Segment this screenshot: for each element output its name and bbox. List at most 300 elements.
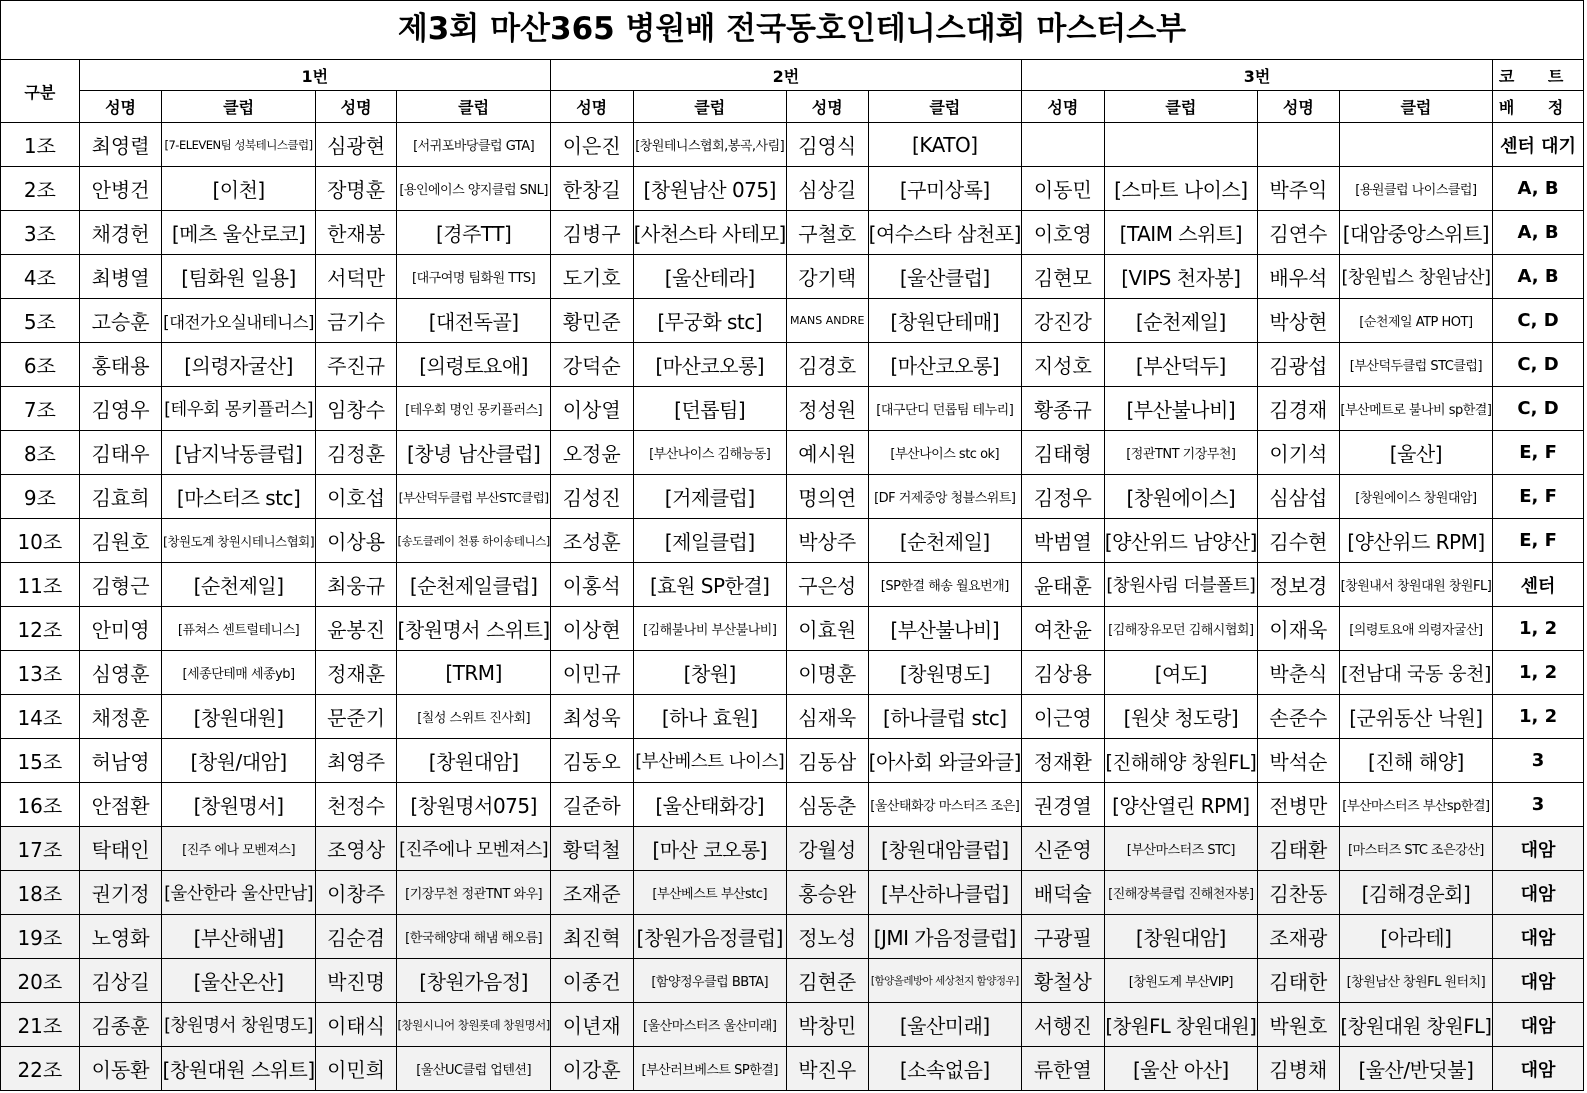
group-number: 8조 <box>1 431 80 475</box>
player-name: 김태형 <box>1021 431 1104 475</box>
player-name: 심삼섭 <box>1258 475 1340 519</box>
player-name: 최병열 <box>79 255 162 299</box>
player-name: 이상현 <box>550 607 633 651</box>
player-club: [순천제일] <box>868 519 1021 563</box>
player-name: 손준수 <box>1258 695 1340 739</box>
player-name: 김정우 <box>1021 475 1104 519</box>
player-club: [울산클럽] <box>868 255 1021 299</box>
player-club: [진주 에나 모벤져스] <box>162 827 315 871</box>
player-name: 정성원 <box>786 387 868 431</box>
player-club: [함양정우클럽 BBTA] <box>633 959 786 1003</box>
player-name: 배덕술 <box>1021 871 1104 915</box>
court-assignment: 대암 <box>1493 1047 1584 1091</box>
player-name: 이종건 <box>550 959 633 1003</box>
player-name: 김종훈 <box>79 1003 162 1047</box>
player-club: [하나클럽 stc] <box>868 695 1021 739</box>
table-row <box>1 211 1584 255</box>
player-name: 김형근 <box>79 563 162 607</box>
player-name: 장명훈 <box>315 167 397 211</box>
player-name: 박창민 <box>786 1003 868 1047</box>
player-name: 채경헌 <box>79 211 162 255</box>
player-name: 김병구 <box>550 211 633 255</box>
table-row <box>1 783 1584 827</box>
header-row-groups <box>1 60 1584 91</box>
court-assignment: 대암 <box>1493 959 1584 1003</box>
group-number: 5조 <box>1 299 80 343</box>
player-name: 박원호 <box>1258 1003 1340 1047</box>
player-name: 박범열 <box>1021 519 1104 563</box>
player-name: 서행진 <box>1021 1003 1104 1047</box>
player-name: 심광현 <box>315 123 397 167</box>
court-assignment: 1, 2 <box>1493 651 1584 695</box>
player-name: 이년재 <box>550 1003 633 1047</box>
player-name: 최진혁 <box>550 915 633 959</box>
player-name: 이호영 <box>1021 211 1104 255</box>
court-assignment: A, B <box>1493 211 1584 255</box>
player-name: 박주익 <box>1258 167 1340 211</box>
player-club: [창원대원 스위트] <box>162 1047 315 1091</box>
court-assignment: 대암 <box>1493 871 1584 915</box>
player-club: [부산덕두클럽 STC클럽] <box>1339 343 1492 387</box>
player-name <box>1258 123 1340 167</box>
player-club: [부산불나비] <box>868 607 1021 651</box>
player-name: 이강훈 <box>550 1047 633 1091</box>
player-club: [진해 해양] <box>1339 739 1492 783</box>
player-name: 구철호 <box>786 211 868 255</box>
table-row <box>1 167 1584 211</box>
player-club: [대암중앙스위트] <box>1339 211 1492 255</box>
player-club: [효원 SP한결] <box>633 563 786 607</box>
player-club: [울산태화강] <box>633 783 786 827</box>
player-name: 배우석 <box>1258 255 1340 299</box>
player-club: [무궁화 stc] <box>633 299 786 343</box>
player-name: 주진규 <box>315 343 397 387</box>
player-club: [대구여명 팀화원 TTS] <box>397 255 550 299</box>
player-name: 박춘식 <box>1258 651 1340 695</box>
player-name: 금기수 <box>315 299 397 343</box>
court-assignment: 센터 <box>1493 563 1584 607</box>
player-club: [한국해양대 해냄 해오름] <box>397 915 550 959</box>
player-club: [경주TT] <box>397 211 550 255</box>
player-club: [하나 효원] <box>633 695 786 739</box>
player-club: [창원대원 창원FL] <box>1339 1003 1492 1047</box>
player-name: 임창수 <box>315 387 397 431</box>
player-name: 조영상 <box>315 827 397 871</box>
player-club: [군위동산 낙원] <box>1339 695 1492 739</box>
player-club: [창원에이스 창원대암] <box>1339 475 1492 519</box>
player-club: [TRM] <box>397 651 550 695</box>
player-name: 서덕만 <box>315 255 397 299</box>
player-club: [마산 코오롱] <box>633 827 786 871</box>
player-club: [창원도계 부산VIP] <box>1104 959 1257 1003</box>
player-club: [부산나이스 stc ok] <box>868 431 1021 475</box>
player-club: [순천제일] <box>162 563 315 607</box>
player-club: [사천스타 사테모] <box>633 211 786 255</box>
player-name: 신준영 <box>1021 827 1104 871</box>
player-name: 조재준 <box>550 871 633 915</box>
player-club: [부산불나비] <box>1104 387 1257 431</box>
player-club: [김해장유모던 김해시협회] <box>1104 607 1257 651</box>
player-name: 최성욱 <box>550 695 633 739</box>
player-club: [울산테라] <box>633 255 786 299</box>
table-row <box>1 827 1584 871</box>
table-row <box>1 915 1584 959</box>
player-name: 허남영 <box>79 739 162 783</box>
player-club: [울산온산] <box>162 959 315 1003</box>
group-number: 20조 <box>1 959 80 1003</box>
table-row <box>1 519 1584 563</box>
player-name <box>1021 123 1104 167</box>
player-club: [대전독골] <box>397 299 550 343</box>
player-name: 심재욱 <box>786 695 868 739</box>
player-name: 이동민 <box>1021 167 1104 211</box>
player-club: [퓨쳐스 센트럴테니스] <box>162 607 315 651</box>
player-club: [순천제일 ATP HOT] <box>1339 299 1492 343</box>
player-name: 박석순 <box>1258 739 1340 783</box>
player-name: 류한열 <box>1021 1047 1104 1091</box>
player-club: [기장무천 정관TNT 와우] <box>397 871 550 915</box>
group-number: 4조 <box>1 255 80 299</box>
player-name: 김현준 <box>786 959 868 1003</box>
player-name: 김경재 <box>1258 387 1340 431</box>
player-name: 김효희 <box>79 475 162 519</box>
player-club <box>1339 123 1492 167</box>
player-name: 도기호 <box>550 255 633 299</box>
player-name: 김상용 <box>1021 651 1104 695</box>
player-club: [제일클럽] <box>633 519 786 563</box>
group-number: 6조 <box>1 343 80 387</box>
player-name: 명의연 <box>786 475 868 519</box>
player-club: [창원명서 스위트] <box>397 607 550 651</box>
table-row <box>1 123 1584 167</box>
player-club: [DF 거제중앙 청블스위트] <box>868 475 1021 519</box>
player-club: [TAIM 스위트] <box>1104 211 1257 255</box>
player-name: 구은성 <box>786 563 868 607</box>
page-title: 제3회 마산365 병원배 전국동호인테니스대회 마스터스부 <box>0 0 1584 59</box>
table-row <box>1 1047 1584 1091</box>
header-court-top: 코 트 <box>1493 60 1584 91</box>
player-name: 오정윤 <box>550 431 633 475</box>
player-club: [구미상록] <box>868 167 1021 211</box>
player-name: 고승훈 <box>79 299 162 343</box>
header-gubun: 구분 <box>1 60 80 123</box>
player-club: [창원시니어 창원롯데 창원명서] <box>397 1003 550 1047</box>
player-name: 여찬윤 <box>1021 607 1104 651</box>
player-club: [울산 아산] <box>1104 1047 1257 1091</box>
header-name: 성명 <box>315 91 397 123</box>
player-name: 안병건 <box>79 167 162 211</box>
player-name: 정재훈 <box>315 651 397 695</box>
player-name: 강덕순 <box>550 343 633 387</box>
table-row <box>1 343 1584 387</box>
header-court-bottom: 배 정 <box>1493 91 1584 123</box>
player-club: [창원가음정] <box>397 959 550 1003</box>
player-name: 김수현 <box>1258 519 1340 563</box>
header-club: 클럽 <box>633 91 786 123</box>
player-club: [창원명서075] <box>397 783 550 827</box>
player-name: 최영주 <box>315 739 397 783</box>
player-name: 김정훈 <box>315 431 397 475</box>
player-club: [스마트 나이스] <box>1104 167 1257 211</box>
player-club: [여도] <box>1104 651 1257 695</box>
group-number: 12조 <box>1 607 80 651</box>
player-club: [창원도계 창원시테니스협회] <box>162 519 315 563</box>
group-number: 1조 <box>1 123 80 167</box>
player-club: [부산메트로 불나비 sp한결] <box>1339 387 1492 431</box>
player-name: 이명훈 <box>786 651 868 695</box>
player-name: 지성호 <box>1021 343 1104 387</box>
court-assignment: 1, 2 <box>1493 607 1584 651</box>
court-assignment: C, D <box>1493 299 1584 343</box>
player-club: [양산위드 남양산] <box>1104 519 1257 563</box>
player-club: [부산나이스 김해능동] <box>633 431 786 475</box>
court-assignment: 1, 2 <box>1493 695 1584 739</box>
player-club: [부산마스터즈 부산sp한결] <box>1339 783 1492 827</box>
player-name: 이상용 <box>315 519 397 563</box>
player-name: 안점환 <box>79 783 162 827</box>
player-club: [울산/반딧불] <box>1339 1047 1492 1091</box>
header-club: 클럽 <box>868 91 1021 123</box>
group-number: 9조 <box>1 475 80 519</box>
player-name: 김동오 <box>550 739 633 783</box>
group-number: 17조 <box>1 827 80 871</box>
table-row <box>1 255 1584 299</box>
header-name: 성명 <box>786 91 868 123</box>
header-name: 성명 <box>1258 91 1340 123</box>
player-club: [창원내서 창원대원 창원FL] <box>1339 563 1492 607</box>
player-name: 김연수 <box>1258 211 1340 255</box>
group-number: 16조 <box>1 783 80 827</box>
player-name: 권기정 <box>79 871 162 915</box>
table-row <box>1 607 1584 651</box>
player-club: [VIPS 천자봉] <box>1104 255 1257 299</box>
player-name: 이재욱 <box>1258 607 1340 651</box>
player-name: 김영우 <box>79 387 162 431</box>
player-name: 이동환 <box>79 1047 162 1091</box>
player-club: [마산코오롱] <box>633 343 786 387</box>
header-name: 성명 <box>1021 91 1104 123</box>
player-club: [창원에이스] <box>1104 475 1257 519</box>
player-club: [창원명도] <box>868 651 1021 695</box>
player-club: [김해경운회] <box>1339 871 1492 915</box>
player-name: 강기택 <box>786 255 868 299</box>
player-club: [창원대원] <box>162 695 315 739</box>
player-club: [진해해양 창원FL] <box>1104 739 1257 783</box>
player-club: [SP한결 해송 월요번개] <box>868 563 1021 607</box>
player-name: 김영식 <box>786 123 868 167</box>
court-assignment: E, F <box>1493 475 1584 519</box>
group-number: 21조 <box>1 1003 80 1047</box>
player-name: 정재환 <box>1021 739 1104 783</box>
player-name: 채정훈 <box>79 695 162 739</box>
bracket-table <box>0 59 1584 1091</box>
player-club: [울산한라 울산만남] <box>162 871 315 915</box>
player-name: 김상길 <box>79 959 162 1003</box>
court-assignment: 센터 대기 <box>1493 123 1584 167</box>
player-name: 천정수 <box>315 783 397 827</box>
player-club: [창원대암] <box>1104 915 1257 959</box>
player-name: 이민규 <box>550 651 633 695</box>
player-club: [진해장복클럽 진해천자봉] <box>1104 871 1257 915</box>
player-club: [테우회 명인 몽키플러스] <box>397 387 550 431</box>
player-club: [대구단디 던롭팀 테누리] <box>868 387 1021 431</box>
table-row <box>1 1003 1584 1047</box>
player-name: 박진명 <box>315 959 397 1003</box>
table-row <box>1 959 1584 1003</box>
table-row <box>1 695 1584 739</box>
player-name: 김현모 <box>1021 255 1104 299</box>
group-number: 15조 <box>1 739 80 783</box>
player-name: 홍태용 <box>79 343 162 387</box>
player-name: 강진강 <box>1021 299 1104 343</box>
header-name: 성명 <box>79 91 162 123</box>
player-name: 심영훈 <box>79 651 162 695</box>
player-club: [부산마스터즈 STC] <box>1104 827 1257 871</box>
court-assignment: A, B <box>1493 255 1584 299</box>
player-name: 김광섭 <box>1258 343 1340 387</box>
header-club: 클럽 <box>397 91 550 123</box>
player-name: MANS ANDRE <box>786 299 868 343</box>
header-group-2: 2번 <box>550 60 1021 91</box>
table-row <box>1 563 1584 607</box>
player-club: [창원남산 창원FL 원터치] <box>1339 959 1492 1003</box>
player-name: 황덕철 <box>550 827 633 871</box>
player-name: 박진우 <box>786 1047 868 1091</box>
player-club: [의령토요애] <box>397 343 550 387</box>
player-name: 황민준 <box>550 299 633 343</box>
player-name: 이근영 <box>1021 695 1104 739</box>
player-name: 황철상 <box>1021 959 1104 1003</box>
player-name: 조재광 <box>1258 915 1340 959</box>
player-name: 김순겸 <box>315 915 397 959</box>
court-assignment: 3 <box>1493 783 1584 827</box>
header-group-1: 1번 <box>79 60 550 91</box>
player-name: 이홍석 <box>550 563 633 607</box>
player-club: [남지낙동클럽] <box>162 431 315 475</box>
player-name: 이창주 <box>315 871 397 915</box>
player-club: [울산] <box>1339 431 1492 475</box>
group-number: 11조 <box>1 563 80 607</box>
header-club: 클럽 <box>1339 91 1492 123</box>
player-club: [아라테] <box>1339 915 1492 959</box>
player-name: 정노성 <box>786 915 868 959</box>
player-name: 최영렬 <box>79 123 162 167</box>
player-name: 노영화 <box>79 915 162 959</box>
player-club: [던롭팀] <box>633 387 786 431</box>
player-club: [이천] <box>162 167 315 211</box>
player-club: [아사회 와글와글] <box>868 739 1021 783</box>
table-row <box>1 475 1584 519</box>
player-name: 김원호 <box>79 519 162 563</box>
player-club: [창녕 남산클럽] <box>397 431 550 475</box>
court-assignment: E, F <box>1493 431 1584 475</box>
player-club: [양산위드 RPM] <box>1339 519 1492 563</box>
player-name: 권경열 <box>1021 783 1104 827</box>
player-club: [부산베스트 부산stc] <box>633 871 786 915</box>
table-row <box>1 431 1584 475</box>
group-number: 18조 <box>1 871 80 915</box>
player-club: [KATO] <box>868 123 1021 167</box>
player-club: [창원가음정클럽] <box>633 915 786 959</box>
player-name: 이효원 <box>786 607 868 651</box>
player-name: 이상열 <box>550 387 633 431</box>
player-club: [창원테니스협회,봉곡,사림] <box>633 123 786 167</box>
table-row <box>1 651 1584 695</box>
player-club: [김해불나비 부산불나비] <box>633 607 786 651</box>
player-club: [창원명서] <box>162 783 315 827</box>
player-name: 윤태훈 <box>1021 563 1104 607</box>
group-number: 14조 <box>1 695 80 739</box>
player-name: 정보경 <box>1258 563 1340 607</box>
group-number: 22조 <box>1 1047 80 1091</box>
player-name: 김성진 <box>550 475 633 519</box>
group-number: 2조 <box>1 167 80 211</box>
player-club: [창원빕스 창원남산] <box>1339 255 1492 299</box>
player-name: 전병만 <box>1258 783 1340 827</box>
player-name: 최웅규 <box>315 563 397 607</box>
player-name: 길준하 <box>550 783 633 827</box>
player-name: 김태우 <box>79 431 162 475</box>
player-name: 김동삼 <box>786 739 868 783</box>
table-row <box>1 387 1584 431</box>
player-club: [부산덕두] <box>1104 343 1257 387</box>
player-name: 이태식 <box>315 1003 397 1047</box>
player-club: [창원/대암] <box>162 739 315 783</box>
player-club: [부산베스트 나이스] <box>633 739 786 783</box>
group-number: 19조 <box>1 915 80 959</box>
player-club: [마산코오롱] <box>868 343 1021 387</box>
player-name: 이기석 <box>1258 431 1340 475</box>
player-club: [부산하나클럽] <box>868 871 1021 915</box>
player-name: 김태환 <box>1258 827 1340 871</box>
player-club: [순천제일클럽] <box>397 563 550 607</box>
court-assignment: 3 <box>1493 739 1584 783</box>
player-name: 구광필 <box>1021 915 1104 959</box>
player-name: 강월성 <box>786 827 868 871</box>
player-club: [의령토요애 의령자굴산] <box>1339 607 1492 651</box>
player-name: 김찬동 <box>1258 871 1340 915</box>
header-club: 클럽 <box>162 91 315 123</box>
player-name: 한창길 <box>550 167 633 211</box>
player-name: 탁태인 <box>79 827 162 871</box>
player-club: [부산러브베스트 SP한결] <box>633 1047 786 1091</box>
player-club: [여수스타 삼천포] <box>868 211 1021 255</box>
bracket-body <box>1 123 1584 1091</box>
player-club: [거제클럽] <box>633 475 786 519</box>
player-name: 박상현 <box>1258 299 1340 343</box>
group-number: 13조 <box>1 651 80 695</box>
player-club: [함양올레방아 세상천지 함양정우] <box>868 959 1021 1003</box>
player-club: [세종단테매 세종yb] <box>162 651 315 695</box>
player-club: [창원대암클럽] <box>868 827 1021 871</box>
player-club: [창원남산 075] <box>633 167 786 211</box>
player-club: [송도클레이 천룡 하이송테니스] <box>397 519 550 563</box>
player-name: 예시원 <box>786 431 868 475</box>
player-name: 심상길 <box>786 167 868 211</box>
player-club: [원샷 청도랑] <box>1104 695 1257 739</box>
player-club: [용원클럽 나이스클럽] <box>1339 167 1492 211</box>
player-club: [창원FL 창원대원] <box>1104 1003 1257 1047</box>
court-assignment: 대암 <box>1493 915 1584 959</box>
player-name: 이민희 <box>315 1047 397 1091</box>
player-club: [울산마스터즈 울산미래] <box>633 1003 786 1047</box>
player-name: 박상주 <box>786 519 868 563</box>
player-club: [양산열린 RPM] <box>1104 783 1257 827</box>
player-club: [마스터즈 stc] <box>162 475 315 519</box>
player-name: 안미영 <box>79 607 162 651</box>
player-club: [창원대암] <box>397 739 550 783</box>
court-assignment: 대암 <box>1493 1003 1584 1047</box>
